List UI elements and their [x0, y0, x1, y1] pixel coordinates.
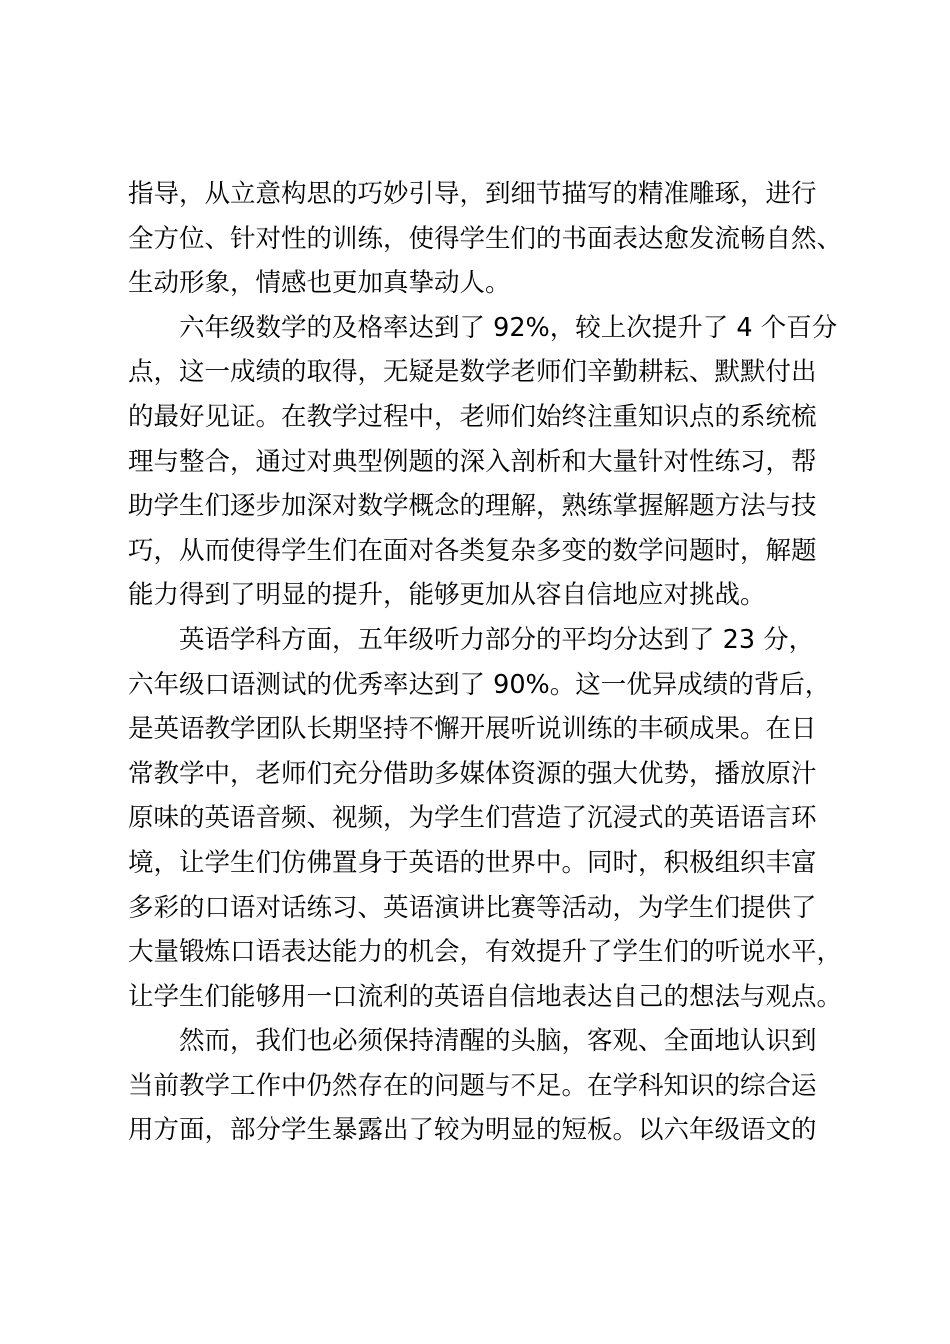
text-line: 生动形象，情感也更加真挚动人。 [128, 268, 511, 299]
text-line: 多彩的口语对话练习、英语演讲比赛等活动，为学生们提供了 [128, 892, 817, 923]
text-line: 的最好见证。在教学过程中，老师们始终注重知识点的系统梳 [128, 401, 817, 432]
text-line: 让学生们能够用一口流利的英语自信地表达自己的想法与观点。 [128, 981, 843, 1012]
text-line: 境，让学生们仿佛置身于英语的世界中。同时，积极组织丰富 [128, 847, 817, 878]
text-line: 全方位、针对性的训练，使得学生们的书面表达愈发流畅自然、 [128, 223, 843, 254]
paragraph-first-line: 然而，我们也必须保持清醒的头脑，客观、全面地认识到 [179, 1026, 817, 1057]
text-line: 理与整合，通过对典型例题的深入剖析和大量针对性练习，帮 [128, 446, 817, 477]
text-line: 原味的英语音频、视频，为学生们营造了沉浸式的英语语言环 [128, 803, 817, 834]
text-line: 指导，从立意构思的巧妙引导，到细节描写的精准雕琢，进行 [128, 179, 817, 209]
text-line: 助学生们逐步加深对数学概念的理解，熟练掌握解题方法与技 [128, 491, 817, 522]
body-text [128, 172, 848, 1153]
text-line: 大量锻炼口语表达能力的机会，有效提升了学生们的听说水平， [128, 937, 843, 968]
text-line: 用方面，部分学生暴露出了较为明显的短板。以六年级语文的 [128, 1115, 817, 1146]
text-line: 当前教学工作中仍然存在的问题与不足。在学科知识的综合运 [128, 1070, 817, 1101]
text-line: 六年级口语测试的优秀率达到了 90%。这一优异成绩的背后， [128, 669, 831, 700]
text-line: 点，这一成绩的取得，无疑是数学老师们辛勤耕耘、默默付出 [128, 357, 817, 388]
text-line: 巧，从而使得学生们在面对各类复杂多变的数学问题时，解题 [128, 535, 817, 566]
text-line: 能力得到了明显的提升，能够更加从容自信地应对挑战。 [128, 580, 766, 611]
paragraph-first-line: 英语学科方面，五年级听力部分的平均分达到了 23 分， [179, 624, 815, 655]
text-line: 是英语教学团队长期坚持不懈开展听说训练的丰硕成果。在日 [128, 714, 817, 745]
paragraph-first-line: 六年级数学的及格率达到了 92%，较上次提升了 4 个百分 [179, 312, 838, 343]
text-line: 常教学中，老师们充分借助多媒体资源的强大优势，播放原汁 [128, 758, 817, 789]
